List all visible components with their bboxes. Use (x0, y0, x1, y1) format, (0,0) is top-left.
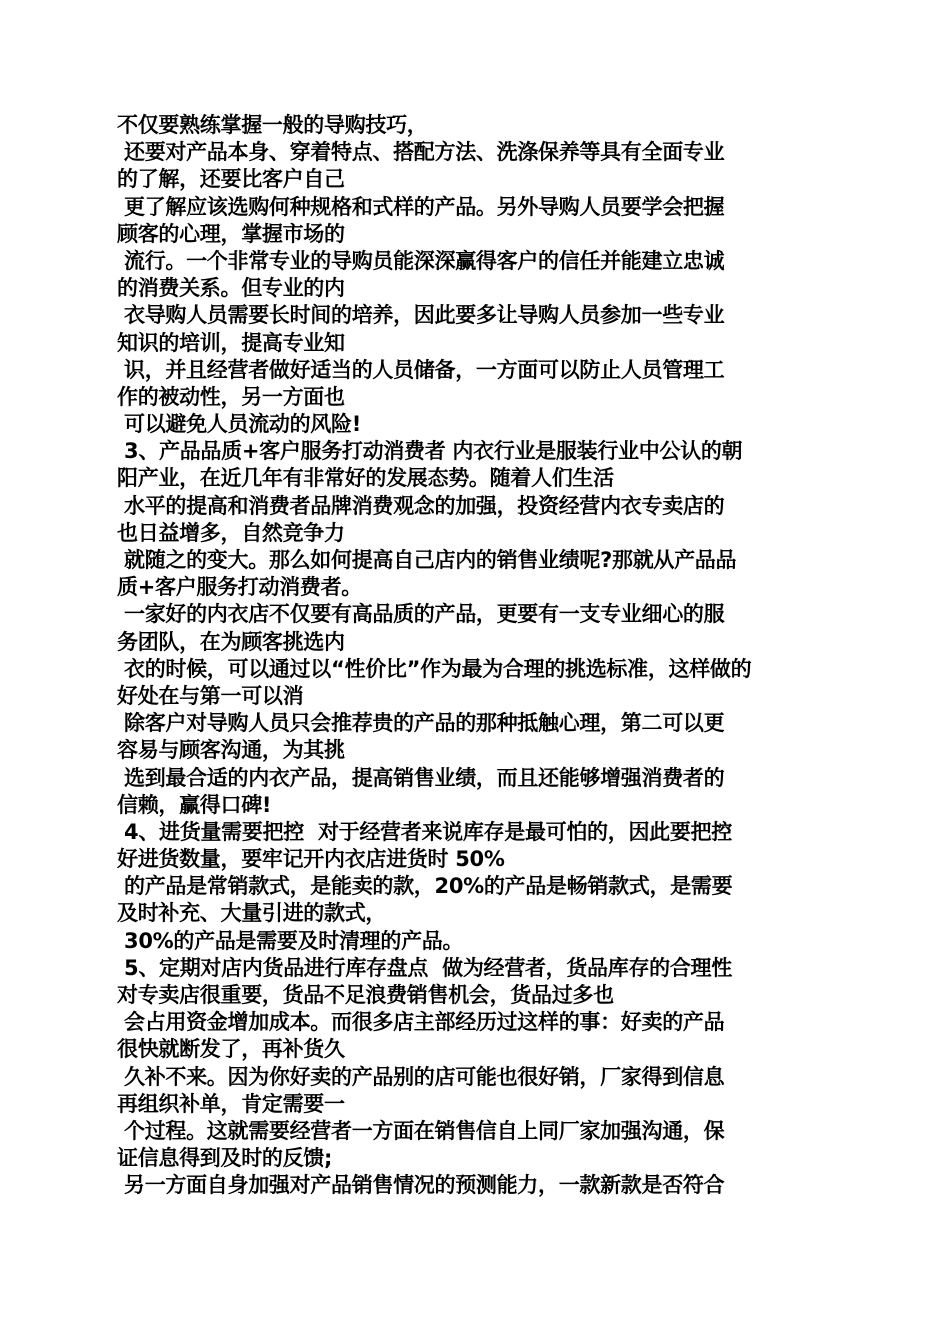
text-line: 还要对产品本身、穿着特点、搭配方法、洗涤保养等具有全面专业 (117, 140, 725, 165)
text-line: 的产品是常销款式，是能卖的款，20%的产品是畅销款式，是需要 (117, 874, 733, 899)
text-line: 也日益增多，自然竞争力 (117, 520, 345, 545)
text-line: 久补不来。因为你好卖的产品别的店可能也很好销，厂家得到信息 (117, 1064, 725, 1089)
text-line: 衣的时候，可以通过以“性价比”作为最为合理的挑选标准，这样做的 (117, 656, 752, 681)
text-line: 的消费关系。但专业的内 (117, 276, 345, 301)
text-line: 很快就断发了，再补货久 (117, 1037, 345, 1062)
text-line: 务团队，在为顾客挑选内 (117, 629, 345, 654)
text-line: 再组织补单，肯定需要一 (117, 1091, 345, 1116)
text-line: 水平的提高和消费者品牌消费观念的加强，投资经营内衣专卖店的 (117, 493, 725, 518)
text-line: 识，并且经营者做好适当的人员储备，一方面可以防止人员管理工 (117, 357, 725, 382)
text-line: 就随之的变大。那么如何提高自己店内的销售业绩呢?那就从产品品 (117, 548, 737, 572)
text-line: 另一方面自身加强对产品销售情况的预测能力，一款新款是否符合 (117, 1173, 725, 1198)
text-line: 容易与顾客沟通，为其挑 (117, 738, 345, 763)
text-line: 阳产业，在近几年有非常好的发展态势。随着人们生活 (117, 466, 614, 491)
text-line: 证信息得到及时的反馈; (117, 1146, 333, 1171)
text-line: 5、定期对店内货品进行库存盘点 做为经营者，货品库存的合理性 (117, 955, 732, 980)
text-line: 30%的产品是需要及时清理的产品。 (117, 928, 464, 953)
text-line: 信赖，赢得口碑! (117, 792, 272, 817)
body-text (117, 112, 837, 1200)
text-line: 作的被动性，另一方面也 (117, 384, 345, 409)
text-line: 4、进货量需要把控 对于经营者来说库存是最可怕的，因此要把控 (117, 819, 732, 844)
text-line: 对专卖店很重要，货品不足浪费销售机会，货品过多也 (117, 983, 614, 1007)
text-line: 不仅要熟练掌握一般的导购技巧， (117, 113, 428, 137)
text-line: 会占用资金增加成本。而很多店主部经历过这样的事：好卖的产品 (117, 1010, 725, 1035)
text-line: 一家好的内衣店不仅要有高品质的产品，更要有一支专业细心的服 (117, 602, 725, 627)
text-line: 衣导购人员需要长时间的培养，因此要多让导购人员参加一些专业 (117, 303, 725, 328)
text-line: 更了解应该选购何种规格和式样的产品。另外导购人员要学会把握 (117, 194, 725, 219)
text-line: 可以避免人员流动的风险! (117, 412, 361, 437)
text-line: 除客户对导购人员只会推荐贵的产品的那种抵触心理，第二可以更 (117, 711, 725, 736)
text-line: 顾客的心理，掌握市场的 (117, 221, 345, 246)
text-line: 流行。一个非常专业的导购员能深深赢得客户的信任并能建立忠诚 (117, 248, 725, 273)
text-line: 的了解，还要比客户自己 (117, 167, 345, 192)
text-line: 及时补充、大量引进的款式， (117, 901, 387, 926)
text-line: 知识的培训，提高专业知 (117, 330, 345, 355)
text-line: 选到最合适的内衣产品，提高销售业绩，而且还能够增强消费者的 (117, 765, 725, 790)
text-line: 个过程。这就需要经营者一方面在销售信自上同厂家加强沟通，保 (117, 1118, 725, 1143)
text-line: 好进货数量，要牢记开内衣店进货时 50% (117, 847, 505, 872)
text-line: 3、产品品质+客户服务打动消费者 内衣行业是服装行业中公认的朝 (117, 439, 743, 464)
text-line: 质+客户服务打动消费者。 (117, 575, 362, 600)
text-line: 好处在与第一可以消 (117, 683, 304, 708)
